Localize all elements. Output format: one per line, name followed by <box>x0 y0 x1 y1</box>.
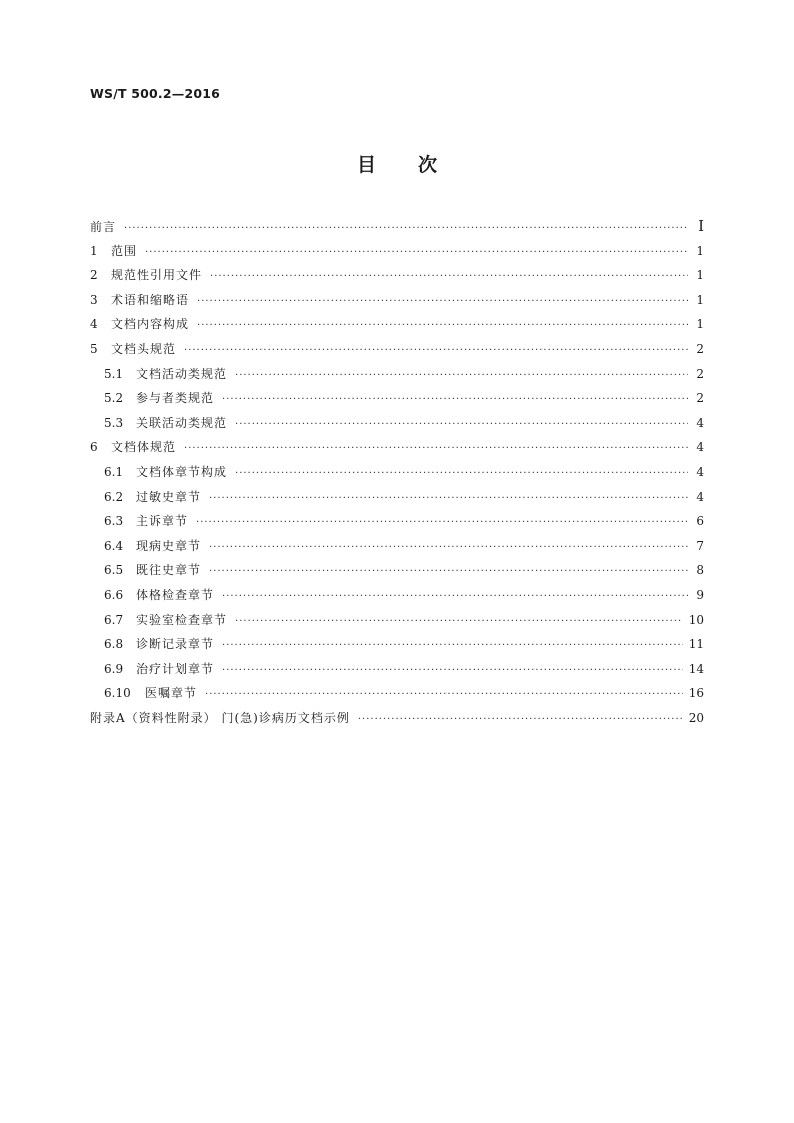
toc-entry-6-9[interactable] <box>90 657 704 682</box>
toc-entry-number: 6.3 <box>104 514 124 529</box>
toc-entry-3[interactable] <box>90 288 704 313</box>
toc-entry-number: 6.10 <box>104 686 131 701</box>
toc-entry-page: 4 <box>696 464 704 479</box>
toc-entry-number: 6.6 <box>104 587 124 602</box>
toc-leader-dots <box>210 265 688 290</box>
toc-entry-6-6[interactable] <box>90 583 704 608</box>
toc-leader-dots <box>124 217 688 242</box>
toc-entry-page: 10 <box>688 612 704 627</box>
toc-entry-page: 1 <box>696 292 704 307</box>
toc-entry-5-1[interactable] <box>90 362 704 387</box>
toc-entry-5-3[interactable] <box>90 411 704 436</box>
toc-entry-label: 文档活动类规范 <box>136 366 228 381</box>
toc-entry-number: 4 <box>90 317 98 332</box>
toc-entry-6-1[interactable] <box>90 460 704 485</box>
toc-entry-4[interactable] <box>90 312 704 337</box>
toc-entry-label: 主诉章节 <box>136 514 189 529</box>
toc-entry-number: 1 <box>90 243 98 258</box>
toc-entry-label: 诊断记录章节 <box>136 637 215 652</box>
toc-entry-appendix-a[interactable] <box>90 706 704 731</box>
toc-entry-page: 4 <box>696 489 704 504</box>
toc-leader-dots <box>358 708 683 733</box>
toc-entry-label: 文档体规范 <box>111 440 177 455</box>
toc-entry-page: 9 <box>696 587 704 602</box>
toc-entry-5[interactable] <box>90 337 704 362</box>
toc-entry-1[interactable] <box>90 239 704 264</box>
toc-leader-dots <box>222 585 688 610</box>
toc-leader-dots <box>235 610 683 635</box>
toc-entry-page: 7 <box>696 538 704 553</box>
toc-leader-dots <box>235 462 688 487</box>
toc-entry-page: 2 <box>696 366 704 381</box>
toc-leader-dots <box>209 487 688 512</box>
toc-leader-dots <box>184 437 688 462</box>
toc-entry-number: 6.8 <box>104 637 124 652</box>
toc-entry-page: 4 <box>696 415 704 430</box>
toc-entry-page: 1 <box>696 317 704 332</box>
toc-entry-page: 2 <box>696 391 704 406</box>
toc-entry-number: 6.9 <box>104 661 124 676</box>
toc-entry-label: 文档体章节构成 <box>136 464 228 479</box>
toc-entry-6-3[interactable] <box>90 509 704 534</box>
toc-entry-page: 6 <box>696 514 704 529</box>
toc-leader-dots <box>205 683 683 708</box>
toc-entry-label: 既往史章节 <box>136 563 202 578</box>
toc-entry-label: 治疗计划章节 <box>136 661 215 676</box>
toc-entry-number: 6.7 <box>104 612 124 627</box>
toc-entry-label: 范围 <box>111 243 138 258</box>
toc-entry-number: 3 <box>90 292 98 307</box>
toc-entry-number: 6.4 <box>104 538 124 553</box>
toc-entry-label: 术语和缩略语 <box>111 292 190 307</box>
toc-entry-number: 5.1 <box>104 366 124 381</box>
toc-entry-6-7[interactable] <box>90 608 704 633</box>
toc-entry-page: 4 <box>696 440 704 455</box>
toc-entry-label: 过敏史章节 <box>136 489 202 504</box>
toc-entry-number: 5.2 <box>104 391 124 406</box>
toc-leader-dots <box>197 314 688 339</box>
toc-entry-label: 体格检查章节 <box>136 587 215 602</box>
page-title: 目次 <box>356 154 479 176</box>
toc-entry-6-5[interactable] <box>90 558 704 583</box>
toc-leader-dots <box>235 364 688 389</box>
toc-leader-dots <box>197 290 688 315</box>
toc-entry-foreword[interactable] <box>90 214 704 239</box>
toc-entry-page: 20 <box>688 710 704 725</box>
toc-leader-dots <box>209 536 688 561</box>
toc-entry-number: 6.2 <box>104 489 124 504</box>
toc-entry-page: 11 <box>688 637 704 652</box>
toc-entry-label: 实验室检查章节 <box>136 612 228 627</box>
toc-entry-6-10[interactable] <box>90 681 704 706</box>
toc-entry-page: 16 <box>688 686 704 701</box>
toc-entry-number: 6 <box>90 440 98 455</box>
toc-leader-dots <box>222 659 683 684</box>
toc-entry-label: 文档头规范 <box>111 341 177 356</box>
toc-entry-page: 1 <box>696 268 704 283</box>
toc-leader-dots <box>145 241 688 266</box>
toc-entry-5-2[interactable] <box>90 386 704 411</box>
toc-entry-page: 1 <box>696 243 704 258</box>
toc-entry-6-2[interactable] <box>90 485 704 510</box>
toc-leader-dots <box>235 413 688 438</box>
toc-leader-dots <box>184 339 688 364</box>
toc-leader-dots <box>222 634 683 659</box>
standard-code: WS/T 500.2—2016 <box>90 86 221 101</box>
toc-entry-number: 2 <box>90 268 98 283</box>
toc-entry-label: 医嘱章节 <box>145 686 198 701</box>
toc-entry-page: 8 <box>696 563 704 578</box>
toc-entry-6-8[interactable] <box>90 632 704 657</box>
toc-leader-dots <box>222 388 688 413</box>
toc-entry-number: 6.1 <box>104 464 124 479</box>
toc-entry-6[interactable] <box>90 435 704 460</box>
toc-entry-number: 5.3 <box>104 415 124 430</box>
toc-leader-dots <box>209 560 688 585</box>
toc-entry-number: 5 <box>90 341 98 356</box>
toc-entry-label: 附录A（资料性附录） 门(急)诊病历文档示例 <box>90 710 350 725</box>
toc-entry-label: 现病史章节 <box>136 538 202 553</box>
toc-entry-label: 前言 <box>90 220 117 234</box>
toc-leader-dots <box>196 511 688 536</box>
toc-entry-6-4[interactable] <box>90 534 704 559</box>
table-of-contents <box>90 214 704 730</box>
toc-entry-number: 6.5 <box>104 563 124 578</box>
toc-entry-label: 参与者类规范 <box>136 391 215 406</box>
toc-entry-label: 规范性引用文件 <box>111 268 203 283</box>
toc-entry-page: I <box>698 217 704 235</box>
toc-entry-page: 2 <box>696 341 704 356</box>
toc-entry-label: 关联活动类规范 <box>136 415 228 430</box>
toc-entry-2[interactable] <box>90 263 704 288</box>
toc-entry-page: 14 <box>688 661 704 676</box>
toc-entry-label: 文档内容构成 <box>111 317 190 332</box>
